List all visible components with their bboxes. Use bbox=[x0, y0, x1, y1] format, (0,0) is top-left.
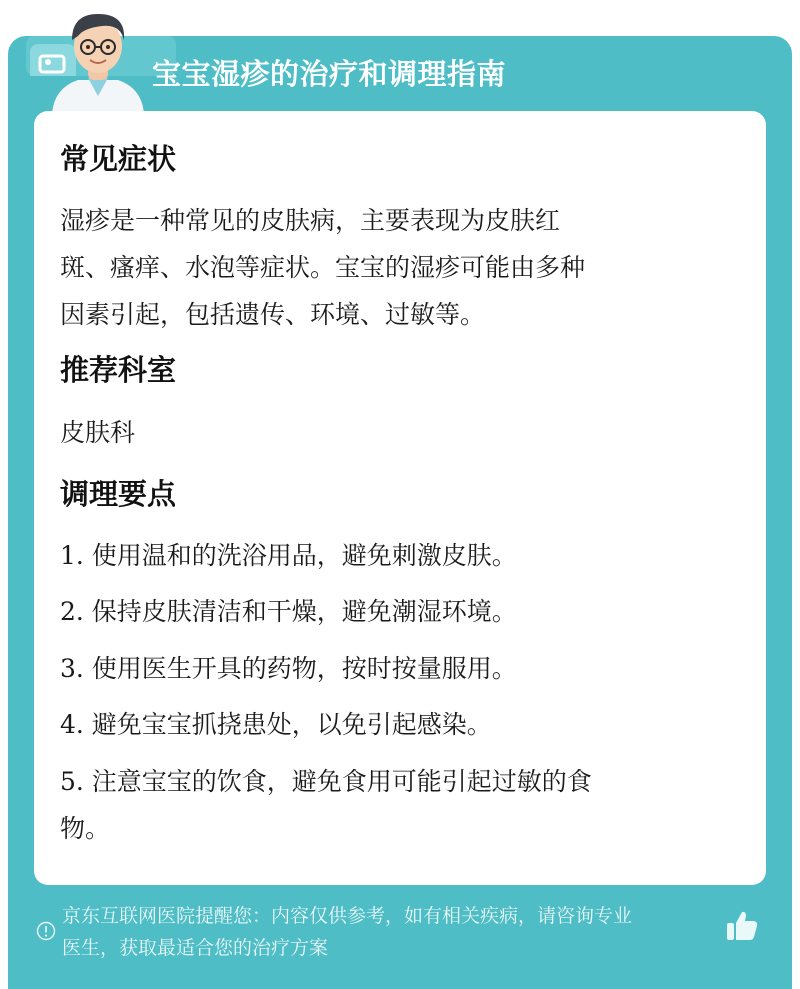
list-number: 2. bbox=[60, 597, 84, 626]
disclaimer-line: 京东互联网医院提醒您：内容仅供参考，如有相关疾病，请咨询专业 bbox=[62, 905, 633, 927]
list-item bbox=[60, 532, 740, 579]
list-text: 避免宝宝抓挠患处，以免引起感染。 bbox=[83, 710, 492, 739]
list-number: 3. bbox=[60, 654, 84, 683]
list-number: 4. bbox=[60, 710, 84, 739]
list-item bbox=[60, 701, 740, 748]
department-value: 皮肤科 bbox=[60, 418, 136, 447]
thumbs-up-icon[interactable] bbox=[724, 908, 760, 944]
page-title: 宝宝湿疹的治疗和调理指南 bbox=[152, 57, 507, 91]
list-text: 注意宝宝的饮食，避免食用可能引起过敏的食 bbox=[83, 767, 592, 796]
symptoms-line: 湿疹是一种常见的皮肤病，主要表现为皮肤红 bbox=[60, 206, 561, 235]
disclaimer bbox=[62, 900, 730, 964]
list-number: 5. bbox=[60, 767, 84, 796]
doctor-avatar bbox=[44, 6, 152, 114]
list-item bbox=[60, 588, 740, 635]
disclaimer-line: 医生，获取最适合您的治疗方案 bbox=[62, 937, 329, 959]
info-icon bbox=[36, 921, 56, 941]
list-text: 保持皮肤清洁和干燥，避免潮湿环境。 bbox=[83, 597, 517, 626]
list-item bbox=[60, 758, 740, 852]
department-heading: 推荐科室 bbox=[60, 353, 177, 387]
care-heading: 调理要点 bbox=[60, 477, 177, 511]
content-panel bbox=[34, 111, 766, 885]
list-text: 使用医生开具的药物，按时按量服用。 bbox=[83, 654, 517, 683]
list-text-continued: 物。 bbox=[60, 814, 111, 843]
symptoms-heading: 常见症状 bbox=[60, 142, 177, 176]
list-item bbox=[60, 645, 740, 692]
symptoms-text bbox=[60, 197, 740, 338]
symptoms-line: 因素引起，包括遗传、环境、过敏等。 bbox=[60, 300, 486, 329]
symptoms-line: 斑、瘙痒、水泡等症状。宝宝的湿疹可能由多种 bbox=[60, 253, 586, 282]
list-number: 1. bbox=[60, 541, 84, 570]
list-text: 使用温和的洗浴用品，避免刺激皮肤。 bbox=[83, 541, 517, 570]
